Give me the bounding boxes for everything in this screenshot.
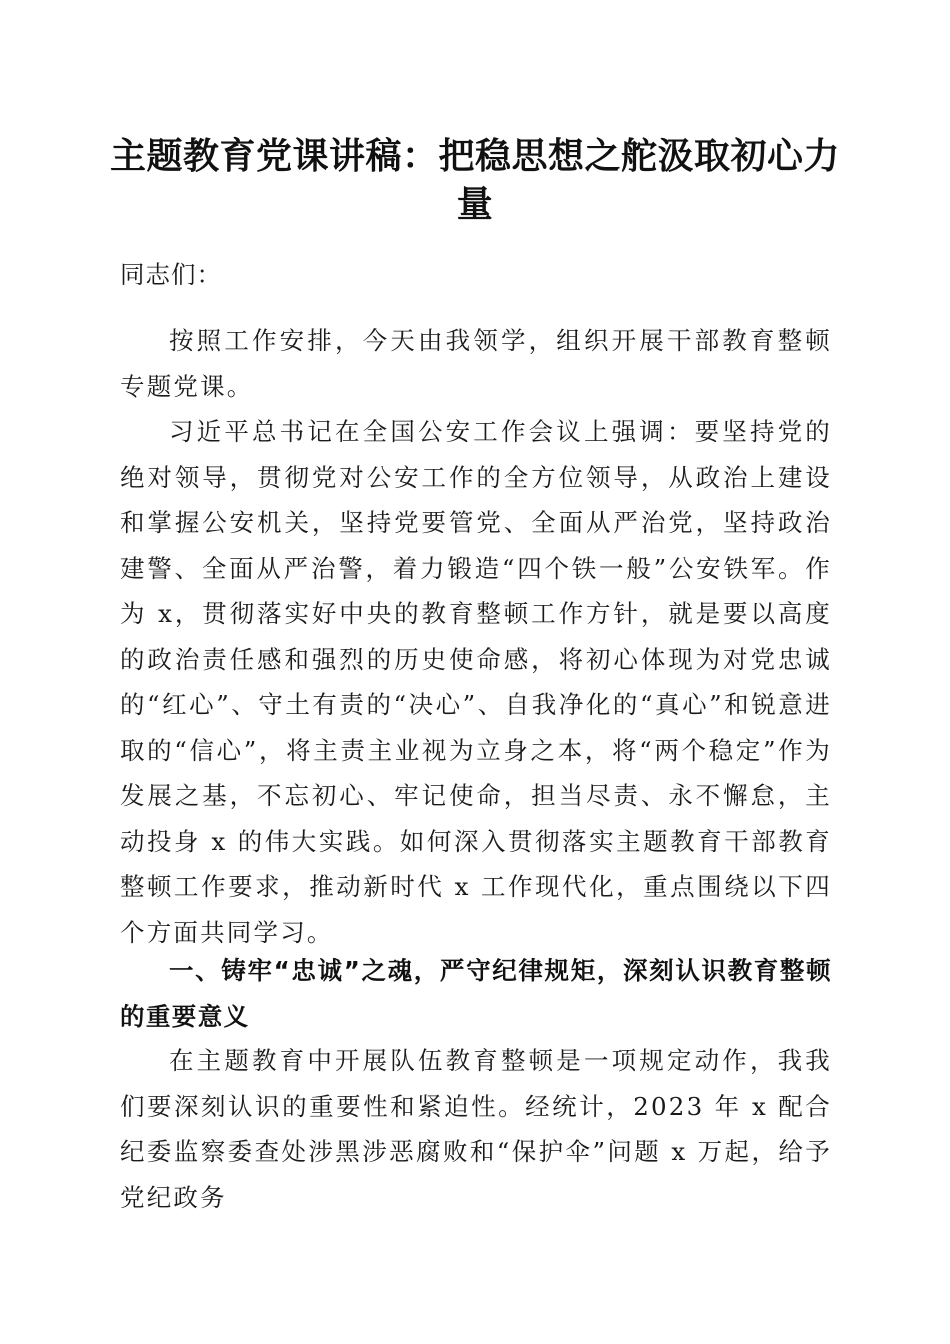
document-title: 主题教育党课讲稿：把稳思想之舵汲取初心力量 — [110, 135, 841, 225]
section-paragraph: 在主题教育中开展队伍教育整顿是一项规定动作，我我们要深刻认识的重要性和紧迫性。经统计，2023 年 x 配合纪委监察委查处涉黑涉恶腐败和“保护伞”问题 x 万起，给予党纪政务 — [120, 1046, 832, 1212]
salutation: 同志们： — [120, 260, 222, 289]
paragraph-main: 习近平总书记在全国公安工作会议上强调：要坚持党的绝对领导，贯彻党对公安工作的全方位领导，从政治上建设和掌握公安机关，坚持党要管党、全面从严治党，坚持政治建警、全面从严治警，着力锻造“四个铁一般”公安铁军。作为 x，贯彻落实好中央的教育整顿工作方针，就是要以高度的政治责任感和强烈的历史使命感，将初心体现为对党忠诚的“红心”、守土有责的“决心”、自我净化的“真心”和锐意进取的“信心”，将主责主业视为立身之本，将“两个稳定”作为发展之基，不忘初心、牢记使命，担当尽责、永不懈怠，主动投身 x 的伟大实践。如何深入贯彻落实主题教育干部教育整顿工作要求，推动新时代 x 工作现代化，重点围绕以下四个方面共同学习。 — [120, 417, 832, 947]
paragraph-intro: 按照工作安排，今天由我领学，组织开展干部教育整顿专题党课。 — [120, 326, 832, 401]
section-heading: 一、铸牢“忠诚”之魂，严守纪律规矩，深刻认识教育整顿的重要意义 — [120, 956, 832, 1031]
